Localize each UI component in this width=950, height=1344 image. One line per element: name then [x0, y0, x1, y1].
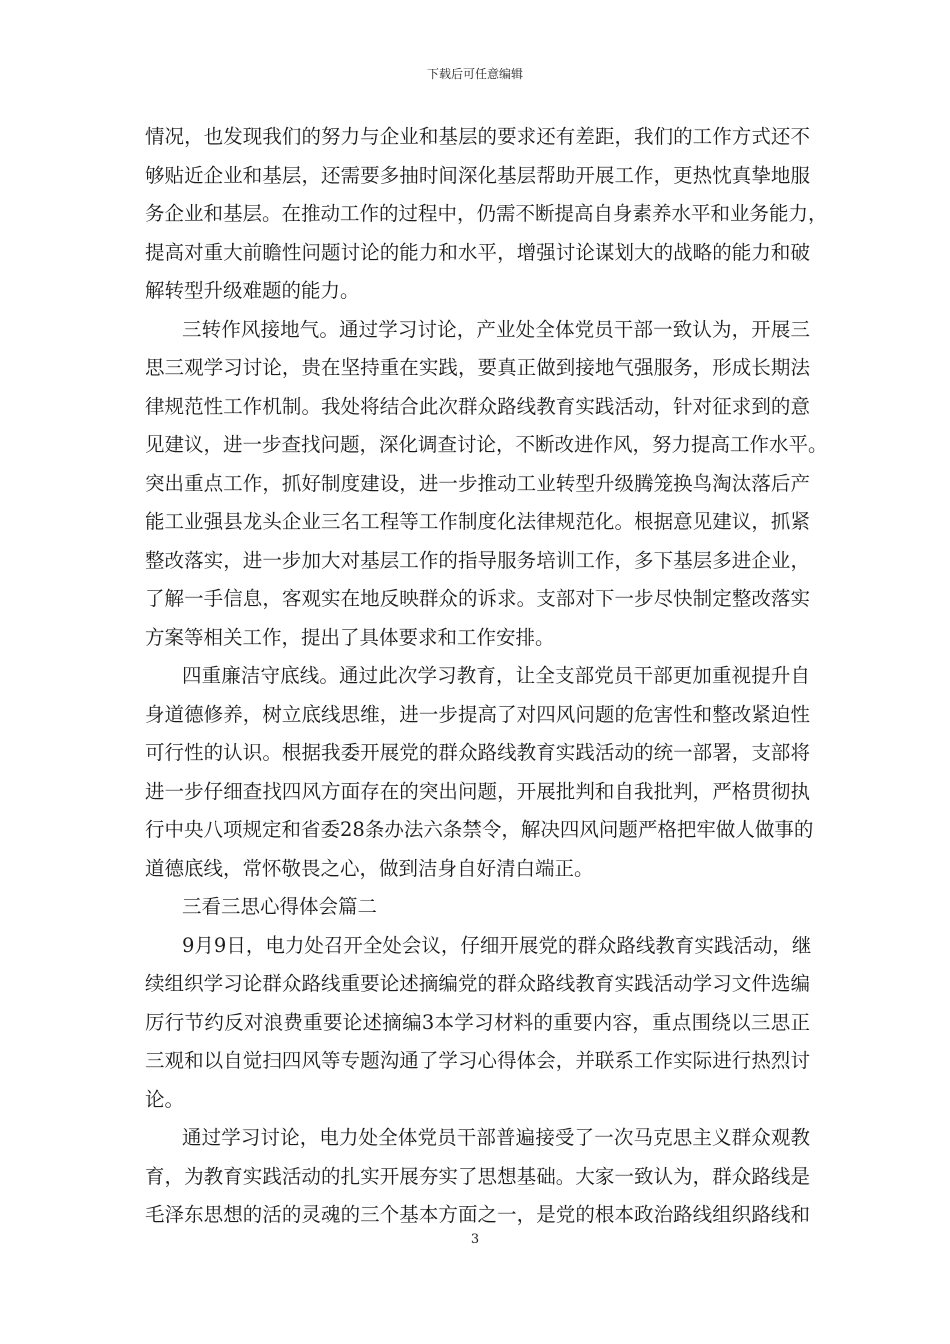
text-line: 能工业强县龙头企业三名工程等工作制度化法律规范化。根据意见建议，抓紧: [145, 510, 810, 533]
text-line: 务企业和基层。在推动工作的过程中，仍需不断提高自身素养水平和业务能力，: [145, 202, 828, 225]
text-line: 够贴近企业和基层，还需要多抽时间深化基层帮助开展工作，更热忱真挚地服: [145, 163, 810, 187]
page-header: 下载后可任意编辑: [426, 67, 523, 81]
text-line: 思三观学习讨论，贵在坚持重在实践，要真正做到接地气强服务，形成长期法: [145, 356, 810, 379]
text-line: 行中央八项规定和省委28条办法六条禁令，解决四风问题严格把牢做人做事的: [145, 818, 814, 841]
section-heading: 三看三思心得体会篇二: [182, 895, 378, 918]
text-line: 身道德修养，树立底线思维，进一步提高了对四风问题的危害性和整改紧迫性: [145, 702, 810, 726]
text-line: 解转型升级难题的能力。: [145, 279, 360, 302]
text-line: 论。: [145, 1087, 185, 1111]
document-body: [145, 118, 828, 1235]
text-line: 律规范性工作机制。我处将结合此次群众路线教育实践活动，针对征求到的意: [145, 394, 810, 418]
paragraph-start-line: 9月9日，电力处召开全处会议，仔细开展党的群众路线教育实践活动，继: [182, 933, 812, 957]
text-line: 见建议，进一步查找问题，深化调查讨论，不断改进作风，努力提高工作水平。: [145, 433, 828, 456]
text-line: 可行性的认识。根据我委开展党的群众路线教育实践活动的统一部署，支部将: [145, 741, 810, 764]
text-line: 突出重点工作，抓好制度建设，进一步推动工业转型升级腾笼换鸟淘汰落后产: [145, 471, 810, 495]
text-line: 方案等相关工作，提出了具体要求和工作安排。: [145, 625, 555, 649]
text-line: 进一步仔细查找四风方面存在的突出问题，开展批判和自我批判，严格贯彻执: [145, 779, 810, 803]
text-line: 续组织学习论群众路线重要论述摘编党的群众路线教育实践活动学习文件选编: [145, 972, 810, 995]
text-line: 情况，也发现我们的努力与企业和基层的要求还有差距，我们的工作方式还不: [145, 125, 810, 148]
text-line: 了解一手信息，客观实在地反映群众的诉求。支部对下一步尽快制定整改落实: [145, 587, 810, 610]
text-line: 提高对重大前瞻性问题讨论的能力和水平，增强讨论谋划大的战略的能力和破: [145, 240, 810, 264]
text-line: 整改落实，进一步加大对基层工作的指导服务培训工作，多下基层多进企业，: [145, 548, 810, 572]
page-number: 3: [470, 1232, 480, 1247]
paragraph-start-line: 三转作风接地气。通过学习讨论，产业处全体党员干部一致认为，开展三: [182, 317, 810, 341]
paragraph-start-line: 四重廉洁守底线。通过此次学习教育，让全支部党员干部更加重视提升自: [182, 664, 810, 687]
text-line: 道德底线，常怀敬畏之心，做到洁身自好清白端正。: [145, 856, 594, 880]
text-line: 育，为教育实践活动的扎实开展夯实了思想基础。大家一致认为，群众路线是: [145, 1164, 810, 1188]
text-line: 毛泽东思想的活的灵魂的三个基本方面之一，是党的根本政治路线组织路线和: [145, 1203, 810, 1226]
paragraph-start-line: 通过学习讨论，电力处全体党员干部普遍接受了一次马克思主义群众观教: [182, 1126, 810, 1149]
text-line: 三观和以自觉扫四风等专题沟通了学习心得体会，并联系工作实际进行热烈讨: [145, 1049, 810, 1072]
text-line: 厉行节约反对浪费重要论述摘编3本学习材料的重要内容，重点围绕以三思正: [145, 1010, 810, 1034]
